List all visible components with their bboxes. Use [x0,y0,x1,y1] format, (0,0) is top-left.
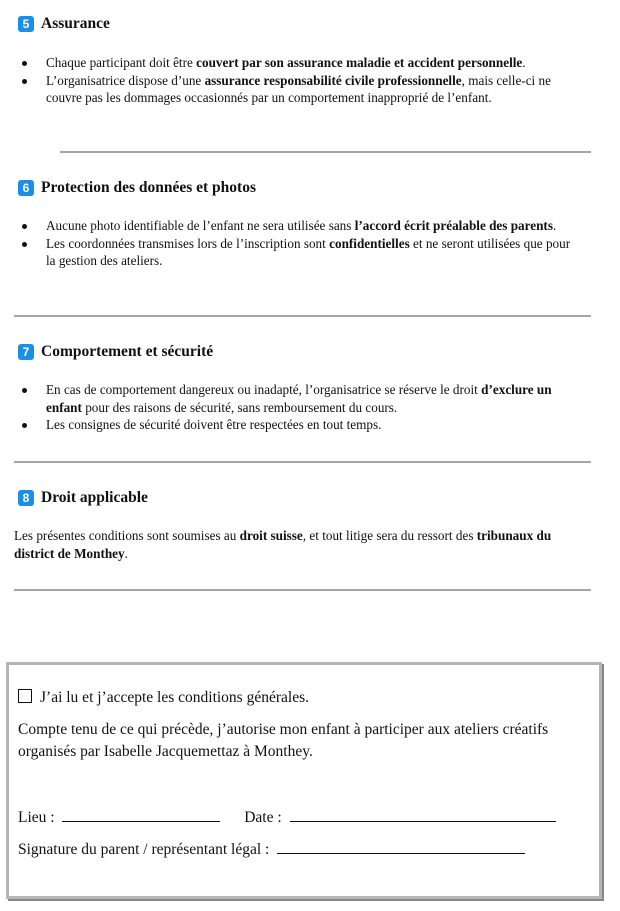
divider [60,151,591,153]
section-title: Protection des données et photos [41,179,256,196]
comportement-list [0,381,580,434]
assurance-list [0,54,580,107]
place-date-row [18,807,578,829]
signature-field[interactable] [277,839,525,854]
list-item: Les consignes de sécurité doivent être respectées en tout temps. [0,416,580,434]
list-item: Chaque participant doit être couvert par son assurance maladie et accident personnelle. [0,54,580,72]
protection-list [0,217,580,270]
bullet-icon [22,224,27,229]
accept-checkbox[interactable] [18,689,32,703]
place-label: Lieu : [18,809,55,826]
list-item: L’organisatrice dispose d’une assurance responsabilité civile professionnelle, mais celle-ci ne couvre pas les dommages occasionnés par un comportement inapproprié de l’enfant. [0,72,580,107]
divider [14,315,591,317]
section-number-badge: 7 [18,344,34,360]
section-protection-donnees [14,178,590,198]
section-assurance [14,14,590,34]
signature-label: Signature du parent / représentant légal : [18,841,270,858]
section-title: Comportement et sécurité [41,343,214,360]
section-heading [14,342,590,362]
authorization-text: Compte tenu de ce qui précède, j’autorise mon enfant à participer aux ateliers créatifs organisés par Isabelle Jacquemettaz à Monthey. [18,721,549,760]
bullet-icon [22,61,27,66]
list-item: Aucune photo identifiable de l’enfant ne sera utilisée sans l’accord écrit préalable des parents. [0,217,580,235]
bullet-icon [22,388,27,393]
list-item: En cas de comportement dangereux ou inadapté, l’organisatrice se réserve le droit d’exclure un enfant pour des raisons de sécurité, sans remboursement du cours. [0,381,580,416]
date-label: Date : [244,809,282,826]
bullet-icon [22,79,27,84]
section-droit-applicable [14,488,590,508]
section-title: Droit applicable [41,489,148,506]
section-heading [14,488,590,508]
section-comportement [14,342,590,362]
section-number-badge: 8 [18,490,34,506]
section-number-badge: 5 [18,16,34,32]
list-item: Les coordonnées transmises lors de l’inscription sont confidentielles et ne seront utilisées que pour la gestion des ateliers. [0,235,580,270]
signature-box [6,662,602,899]
section-title: Assurance [41,15,110,32]
section-heading [14,178,590,198]
bullet-icon [22,423,27,428]
divider [14,461,591,463]
date-field[interactable] [290,807,556,822]
signature-row [18,839,578,861]
bullet-icon [22,242,27,247]
section-heading [14,14,590,34]
droit-paragraph: Les présentes conditions sont soumises au droit suisse, et tout litige sera du ressort des tribunaux du district de Monthey. [14,528,552,561]
place-field[interactable] [62,807,220,822]
divider [14,589,591,591]
section-number-badge: 6 [18,180,34,196]
accept-conditions-row[interactable] [18,687,578,709]
accept-label: J’ai lu et j’accepte les conditions générales. [40,689,309,706]
